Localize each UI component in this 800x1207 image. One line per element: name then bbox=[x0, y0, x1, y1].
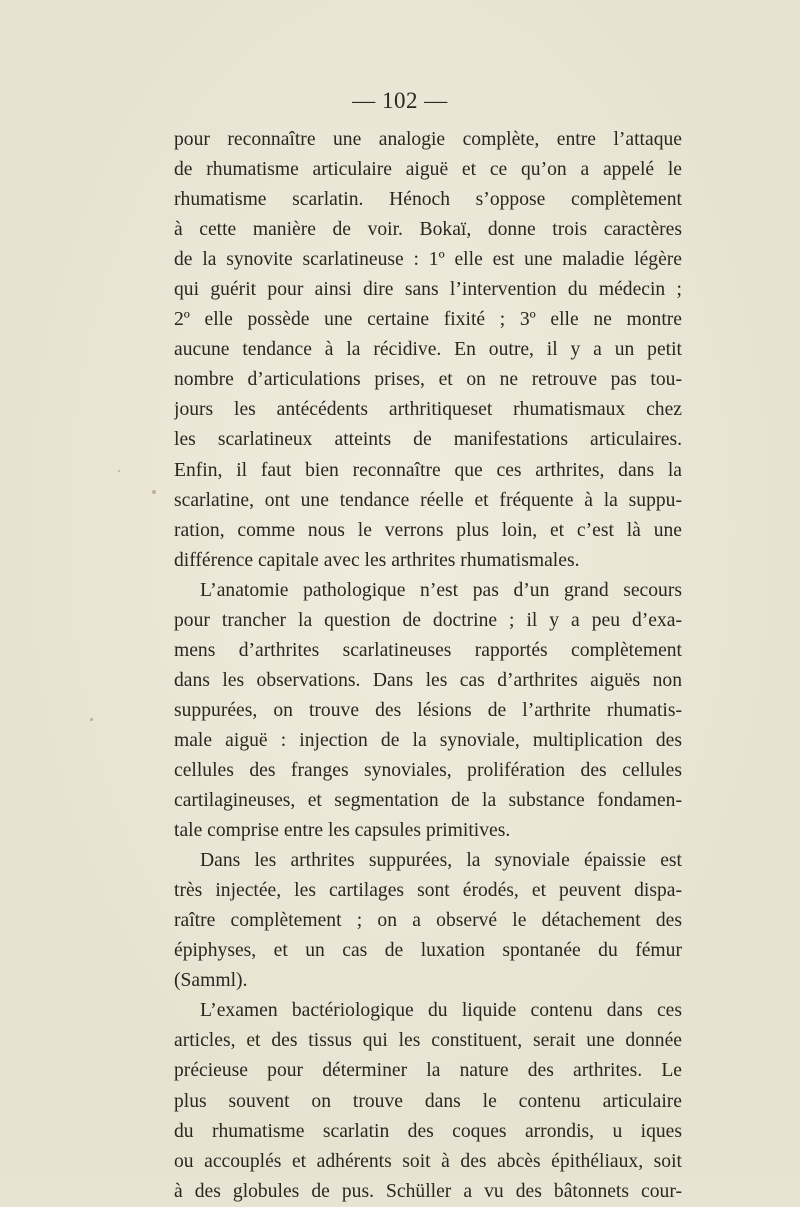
text-line: Enfin, il faut bien reconnaître que ces arthrites, dans la bbox=[174, 459, 682, 481]
text-line: mens d’arthrites scarlatineuses rapportés complètement bbox=[174, 639, 682, 661]
text-line: pour reconnaître une analogie complète, entre l’attaque bbox=[174, 129, 682, 150]
text-line: suppurées, on trouve des lésions de l’arthrite rhumatis- bbox=[174, 699, 682, 721]
text-line: à des globules de pus. Schüller a vu des bâtonnets cour- bbox=[174, 1180, 682, 1202]
paper-speck bbox=[90, 718, 93, 721]
text-line: précieuse pour déterminer la nature des arthrites. Le bbox=[174, 1060, 682, 1082]
text-line: (Samml). bbox=[174, 970, 248, 992]
text-line: raître complètement ; on a observé le détachement des bbox=[174, 910, 682, 932]
text-line: différence capitale avec les arthrites rhumatismales. bbox=[174, 549, 580, 571]
text-line: du rhumatisme scarlatin des coques arrondis, u iques bbox=[174, 1120, 682, 1142]
text-line: jours les antécédents arthritiqueset rhumatismaux chez bbox=[174, 399, 682, 421]
text-line: ration, comme nous le verrons plus loin, et c’est là une bbox=[174, 519, 682, 541]
text-line: scarlatine, ont une tendance réelle et fréquente à la suppu- bbox=[174, 489, 682, 511]
text-line: pour trancher la question de doctrine ; il y a peu d’exa- bbox=[174, 609, 682, 631]
page-number: — 102 — bbox=[352, 88, 448, 113]
text-line: L’anatomie pathologique n’est pas d’un grand secours bbox=[200, 579, 682, 601]
paper-speck bbox=[152, 490, 156, 494]
text-line: épiphyses, et un cas de luxation spontanée du fémur bbox=[174, 940, 682, 962]
text-line: cartilagineuses, et segmentation de la substance fondamen- bbox=[174, 790, 682, 812]
text-line: ou accouplés et adhérents soit à des abcès épithéliaux, soit bbox=[174, 1150, 682, 1172]
text-line: dans les observations. Dans les cas d’arthrites aiguës non bbox=[174, 669, 682, 691]
text-line: nombre d’articulations prises, et on ne retrouve pas tou- bbox=[174, 369, 682, 391]
text-line: de rhumatisme articulaire aiguë et ce qu’on a appelé le bbox=[174, 159, 682, 181]
paper-speck bbox=[118, 470, 120, 472]
text-line: les scarlatineux atteints de manifestations articulaires. bbox=[174, 429, 682, 451]
text-line: très injectée, les cartilages sont érodés, et peuvent dispa- bbox=[174, 880, 682, 902]
text-line: male aiguë : injection de la synoviale, multiplication des bbox=[174, 729, 682, 751]
body-text bbox=[174, 125, 682, 1207]
text-line: à cette manière de voir. Bokaï, donne trois caractères bbox=[174, 219, 682, 241]
text-line: qui guérit pour ainsi dire sans l’intervention du médecin ; bbox=[174, 279, 682, 301]
text-line: plus souvent on trouve dans le contenu articulaire bbox=[174, 1090, 682, 1112]
text-line: L’examen bactériologique du liquide contenu dans ces bbox=[200, 1000, 682, 1022]
text-line: Dans les arthrites suppurées, la synoviale épaissie est bbox=[200, 850, 682, 872]
text-line: rhumatisme scarlatin. Hénoch s’oppose complètement bbox=[174, 189, 682, 211]
text-line: de la synovite scarlatineuse : 1º elle est une maladie légère bbox=[174, 249, 682, 271]
text-line: articles, et des tissus qui les constituent, serait une donnée bbox=[174, 1030, 682, 1052]
text-line: cellules des franges synoviales, prolifération des cellules bbox=[174, 759, 682, 781]
text-line: 2º elle possède une certaine fixité ; 3º elle ne montre bbox=[174, 309, 682, 331]
text-line: tale comprise entre les capsules primitives. bbox=[174, 820, 511, 842]
text-line: aucune tendance à la récidive. En outre, il y a un petit bbox=[174, 339, 682, 361]
